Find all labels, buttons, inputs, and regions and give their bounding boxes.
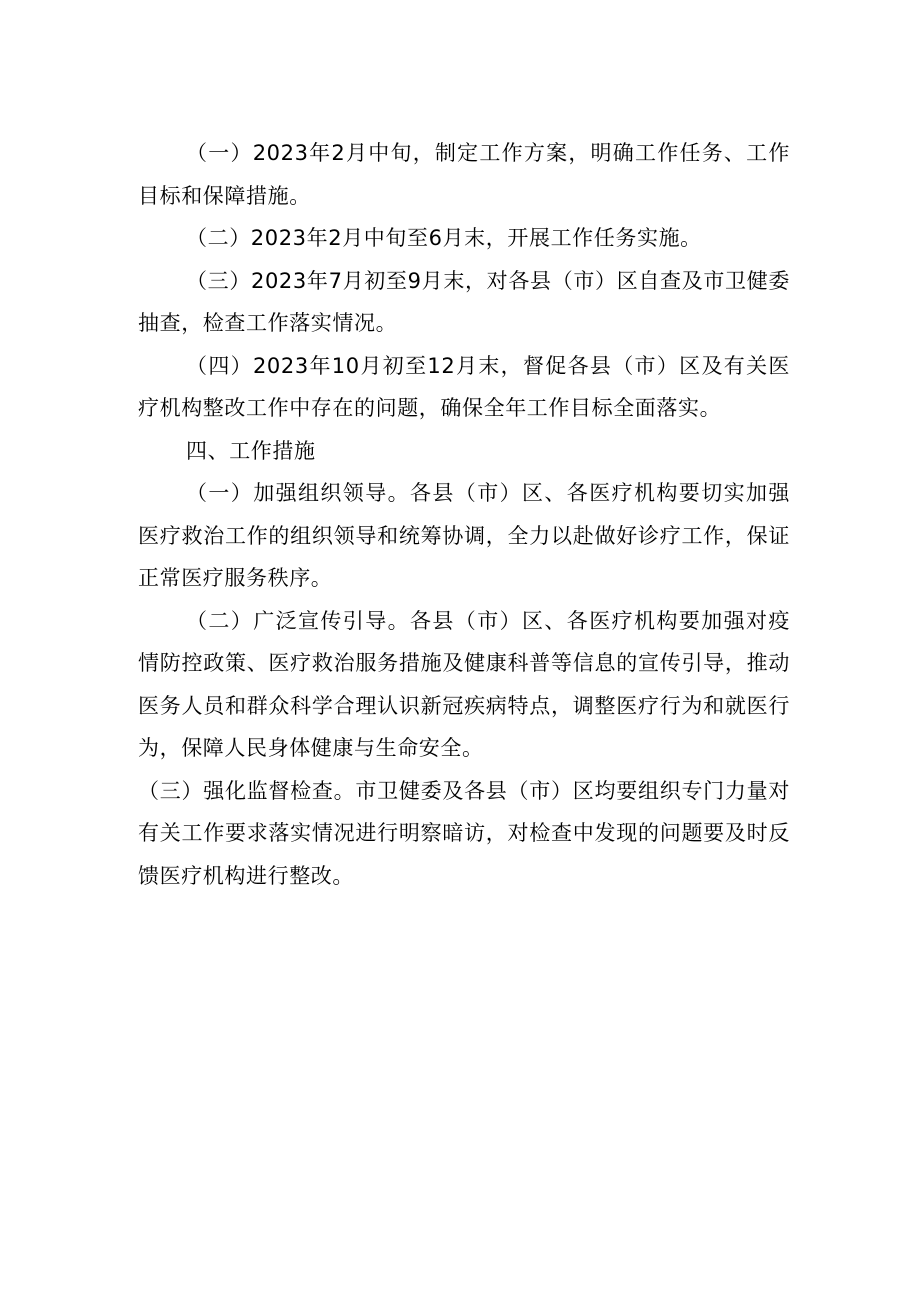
measure-item-3: （三）强化监督检查。市卫健委及各县（市）区均要组织专门力量对有关工作要求落实情况进行明察暗访，对检查中发现的问题要及时反馈医疗机构进行整改。: [138, 778, 790, 888]
schedule-item-1: （一）2023年2月中旬，制定工作方案，明确工作任务、工作目标和保障措施。: [138, 141, 790, 208]
section-heading-work-measures: 四、工作措施: [186, 438, 316, 463]
measure-item-2: （二）广泛宣传引导。各县（市）区、各医疗机构要加强对疫情防控政策、医疗救治服务措施及健康科普等信息的宣传引导，推动医务人员和群众科学合理认识新冠疾病特点，调整医疗行为和就医行为，保障人民身体健康与生命安全。: [138, 608, 790, 760]
schedule-item-2: （二）2023年2月中旬至6月末，开展工作任务实施。: [186, 226, 702, 250]
measure-item-1: （一）加强组织领导。各县（市）区、各医疗机构要切实加强医疗救治工作的组织领导和统筹协调，全力以赴做好诊疗工作，保证正常医疗服务秩序。: [138, 481, 790, 590]
document-body: [138, 132, 790, 897]
schedule-item-4: （四）2023年10月初至12月末，督促各县（市）区及有关医疗机构整改工作中存在的问题，确保全年工作目标全面落实。: [138, 353, 790, 420]
schedule-item-3: （三）2023年7月初至9月末，对各县（市）区自查及市卫健委抽查，检查工作落实情况。: [138, 268, 790, 335]
